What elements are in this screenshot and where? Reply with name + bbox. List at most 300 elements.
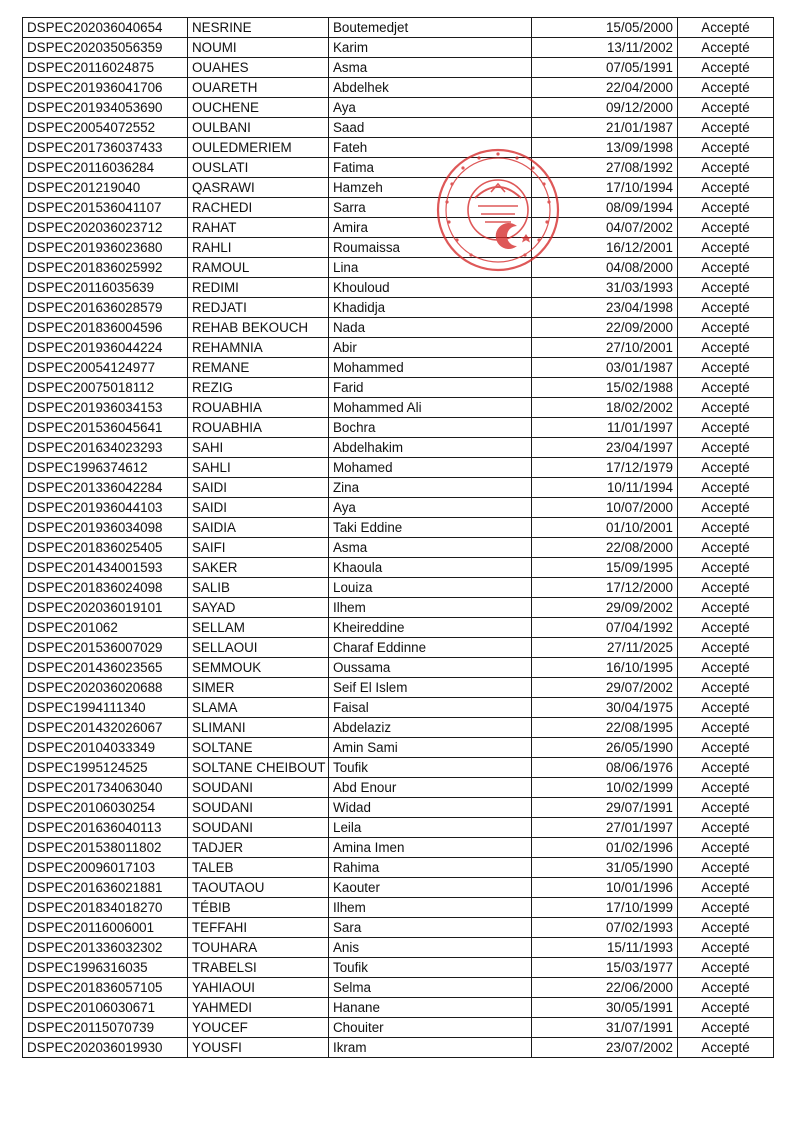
table-row [23,898,774,918]
birth-date-cell: 07/02/1993 [532,918,678,938]
candidate-id-cell: DSPEC202035056359 [23,38,188,58]
birth-date-cell: 08/09/1994 [532,198,678,218]
table-row [23,38,774,58]
birth-date-cell: 10/07/2000 [532,498,678,518]
status-cell: Accepté [678,978,774,998]
first-name-cell: Lina [329,258,532,278]
birth-date-cell: 26/05/1990 [532,738,678,758]
last-name-cell: SEMMOUK [188,658,329,678]
birth-date-cell: 07/05/1991 [532,58,678,78]
last-name-cell: OULEDMERIEM [188,138,329,158]
status-cell: Accepté [678,858,774,878]
candidate-id-cell: DSPEC20054072552 [23,118,188,138]
first-name-cell: Abdelaziz [329,718,532,738]
first-name-cell: Asma [329,58,532,78]
candidate-id-cell: DSPEC1996374612 [23,458,188,478]
candidate-id-cell: DSPEC201538011802 [23,838,188,858]
last-name-cell: REHAB BEKOUCH [188,318,329,338]
first-name-cell: Mohammed Ali [329,398,532,418]
birth-date-cell: 17/12/1979 [532,458,678,478]
first-name-cell: Karim [329,38,532,58]
last-name-cell: TADJER [188,838,329,858]
last-name-cell: REDJATI [188,298,329,318]
birth-date-cell: 17/10/1999 [532,898,678,918]
table-row [23,798,774,818]
last-name-cell: YOUSFI [188,1038,329,1058]
candidate-id-cell: DSPEC202036040654 [23,18,188,38]
status-cell: Accepté [678,58,774,78]
birth-date-cell: 27/10/2001 [532,338,678,358]
table-row [23,998,774,1018]
table-row [23,118,774,138]
table-row [23,978,774,998]
first-name-cell: Oussama [329,658,532,678]
birth-date-cell: 15/05/2000 [532,18,678,38]
last-name-cell: OUSLATI [188,158,329,178]
first-name-cell: Ilhem [329,898,532,918]
table-row [23,138,774,158]
candidate-id-cell: DSPEC201062 [23,618,188,638]
last-name-cell: YAHMEDI [188,998,329,1018]
first-name-cell: Roumaissa [329,238,532,258]
first-name-cell: Widad [329,798,532,818]
status-cell: Accepté [678,718,774,738]
status-cell: Accepté [678,258,774,278]
first-name-cell: Sara [329,918,532,938]
table-row [23,878,774,898]
first-name-cell: Fatima [329,158,532,178]
birth-date-cell: 29/07/1991 [532,798,678,818]
table-row [23,1018,774,1038]
status-cell: Accepté [678,578,774,598]
birth-date-cell: 29/09/2002 [532,598,678,618]
first-name-cell: Toufik [329,958,532,978]
status-cell: Accepté [678,398,774,418]
birth-date-cell: 30/04/1975 [532,698,678,718]
candidate-id-cell: DSPEC201636021881 [23,878,188,898]
last-name-cell: SAHLI [188,458,329,478]
last-name-cell: SELLAOUI [188,638,329,658]
candidate-id-cell: DSPEC20116024875 [23,58,188,78]
last-name-cell: SALIB [188,578,329,598]
table-row [23,818,774,838]
first-name-cell: Hanane [329,998,532,1018]
first-name-cell: Kaouter [329,878,532,898]
last-name-cell: OUCHENE [188,98,329,118]
candidate-id-cell: DSPEC1996316035 [23,958,188,978]
candidate-id-cell: DSPEC20116036284 [23,158,188,178]
birth-date-cell: 22/08/2000 [532,538,678,558]
table-row [23,218,774,238]
birth-date-cell: 08/06/1976 [532,758,678,778]
status-cell: Accepté [678,998,774,1018]
last-name-cell: OULBANI [188,118,329,138]
last-name-cell: ROUABHIA [188,418,329,438]
status-cell: Accepté [678,298,774,318]
status-cell: Accepté [678,198,774,218]
birth-date-cell: 07/04/1992 [532,618,678,638]
first-name-cell: Faisal [329,698,532,718]
first-name-cell: Zina [329,478,532,498]
first-name-cell: Abir [329,338,532,358]
table-row [23,98,774,118]
table-row [23,658,774,678]
last-name-cell: REZIG [188,378,329,398]
candidate-id-cell: DSPEC201836025992 [23,258,188,278]
candidate-id-cell: DSPEC20054124977 [23,358,188,378]
table-row [23,758,774,778]
candidate-id-cell: DSPEC20104033349 [23,738,188,758]
birth-date-cell: 22/06/2000 [532,978,678,998]
birth-date-cell: 03/01/1987 [532,358,678,378]
table-row [23,938,774,958]
candidate-id-cell: DSPEC201536045641 [23,418,188,438]
table-row [23,318,774,338]
birth-date-cell: 16/12/2001 [532,238,678,258]
status-cell: Accepté [678,698,774,718]
status-cell: Accepté [678,878,774,898]
last-name-cell: TAOUTAOU [188,878,329,898]
first-name-cell: Toufik [329,758,532,778]
first-name-cell: Kheireddine [329,618,532,638]
last-name-cell: RAMOUL [188,258,329,278]
first-name-cell: Farid [329,378,532,398]
table-row [23,78,774,98]
candidate-id-cell: DSPEC1995124525 [23,758,188,778]
candidate-id-cell: DSPEC201536041107 [23,198,188,218]
status-cell: Accepté [678,598,774,618]
candidate-id-cell: DSPEC202036020688 [23,678,188,698]
last-name-cell: SOUDANI [188,818,329,838]
status-cell: Accepté [678,138,774,158]
candidate-id-cell: DSPEC201436023565 [23,658,188,678]
birth-date-cell: 17/10/1994 [532,178,678,198]
status-cell: Accepté [678,1038,774,1058]
first-name-cell: Anis [329,938,532,958]
candidate-id-cell: DSPEC201634023293 [23,438,188,458]
table-row [23,418,774,438]
last-name-cell: ROUABHIA [188,398,329,418]
birth-date-cell: 15/11/1993 [532,938,678,958]
first-name-cell: Louiza [329,578,532,598]
candidate-id-cell: DSPEC201836004596 [23,318,188,338]
last-name-cell: TALEB [188,858,329,878]
first-name-cell: Aya [329,98,532,118]
status-cell: Accepté [678,658,774,678]
birth-date-cell: 23/07/2002 [532,1038,678,1058]
last-name-cell: REMANE [188,358,329,378]
last-name-cell: SOLTANE [188,738,329,758]
birth-date-cell: 22/04/2000 [532,78,678,98]
candidate-id-cell: DSPEC201836024098 [23,578,188,598]
first-name-cell: Rahima [329,858,532,878]
first-name-cell: Khadidja [329,298,532,318]
table-row [23,698,774,718]
candidate-id-cell: DSPEC201936044103 [23,498,188,518]
birth-date-cell: 22/09/2000 [532,318,678,338]
candidate-id-cell: DSPEC201836025405 [23,538,188,558]
birth-date-cell: 23/04/1997 [532,438,678,458]
status-cell: Accepté [678,498,774,518]
status-cell: Accepté [678,218,774,238]
status-cell: Accepté [678,438,774,458]
table-row [23,278,774,298]
first-name-cell: Boutemedjet [329,18,532,38]
table-row [23,558,774,578]
last-name-cell: SAKER [188,558,329,578]
birth-date-cell: 15/03/1977 [532,958,678,978]
status-cell: Accepté [678,638,774,658]
birth-date-cell: 09/12/2000 [532,98,678,118]
table-row [23,58,774,78]
last-name-cell: TOUHARA [188,938,329,958]
candidate-id-cell: DSPEC201834018270 [23,898,188,918]
table-row [23,678,774,698]
first-name-cell: Seif El Islem [329,678,532,698]
status-cell: Accepté [678,458,774,478]
table-row [23,378,774,398]
table-row [23,638,774,658]
status-cell: Accepté [678,778,774,798]
table-row [23,738,774,758]
status-cell: Accepté [678,478,774,498]
status-cell: Accepté [678,618,774,638]
first-name-cell: Mohammed [329,358,532,378]
status-cell: Accepté [678,318,774,338]
first-name-cell: Amina Imen [329,838,532,858]
last-name-cell: SLAMA [188,698,329,718]
table-row [23,538,774,558]
first-name-cell: Khaoula [329,558,532,578]
candidate-id-cell: DSPEC20116006001 [23,918,188,938]
status-cell: Accepté [678,338,774,358]
last-name-cell: SAIDI [188,498,329,518]
table-row [23,198,774,218]
candidate-id-cell: DSPEC1994111340 [23,698,188,718]
last-name-cell: RACHEDI [188,198,329,218]
candidate-id-cell: DSPEC201636040113 [23,818,188,838]
first-name-cell: Aya [329,498,532,518]
birth-date-cell: 15/09/1995 [532,558,678,578]
status-cell: Accepté [678,238,774,258]
candidate-id-cell: DSPEC20075018112 [23,378,188,398]
birth-date-cell: 11/01/1997 [532,418,678,438]
status-cell: Accepté [678,178,774,198]
birth-date-cell: 21/01/1987 [532,118,678,138]
birth-date-cell: 15/02/1988 [532,378,678,398]
last-name-cell: SAIFI [188,538,329,558]
first-name-cell: Saad [329,118,532,138]
table-row [23,478,774,498]
first-name-cell: Abdelhakim [329,438,532,458]
table-row [23,718,774,738]
table-row [23,1038,774,1058]
last-name-cell: SOUDANI [188,778,329,798]
first-name-cell: Amin Sami [329,738,532,758]
status-cell: Accepté [678,38,774,58]
birth-date-cell: 17/12/2000 [532,578,678,598]
first-name-cell: Charaf Eddinne [329,638,532,658]
candidate-id-cell: DSPEC20106030671 [23,998,188,1018]
candidate-id-cell: DSPEC202036023712 [23,218,188,238]
table-row [23,958,774,978]
status-cell: Accepté [678,18,774,38]
last-name-cell: QASRAWI [188,178,329,198]
first-name-cell: Abd Enour [329,778,532,798]
birth-date-cell: 04/08/2000 [532,258,678,278]
birth-date-cell: 29/07/2002 [532,678,678,698]
birth-date-cell: 04/07/2002 [532,218,678,238]
candidate-id-cell: DSPEC201934053690 [23,98,188,118]
status-cell: Accepté [678,538,774,558]
table-row [23,498,774,518]
last-name-cell: OUARETH [188,78,329,98]
last-name-cell: TRABELSI [188,958,329,978]
last-name-cell: YAHIAOUI [188,978,329,998]
birth-date-cell: 13/11/2002 [532,38,678,58]
candidate-id-cell: DSPEC201936034153 [23,398,188,418]
table-row [23,838,774,858]
first-name-cell: Taki Eddine [329,518,532,538]
birth-date-cell: 31/07/1991 [532,1018,678,1038]
last-name-cell: REHAMNIA [188,338,329,358]
table-row [23,618,774,638]
last-name-cell: NOUMI [188,38,329,58]
candidate-id-cell: DSPEC201736037433 [23,138,188,158]
status-cell: Accepté [678,738,774,758]
candidate-id-cell: DSPEC20106030254 [23,798,188,818]
birth-date-cell: 22/08/1995 [532,718,678,738]
table-row [23,238,774,258]
birth-date-cell: 31/03/1993 [532,278,678,298]
birth-date-cell: 27/01/1997 [532,818,678,838]
status-cell: Accepté [678,818,774,838]
candidate-id-cell: DSPEC201636028579 [23,298,188,318]
status-cell: Accepté [678,278,774,298]
first-name-cell: Nada [329,318,532,338]
last-name-cell: RAHAT [188,218,329,238]
table-row [23,298,774,318]
table-body [23,18,774,1058]
status-cell: Accepté [678,958,774,978]
last-name-cell: TEFFAHI [188,918,329,938]
last-name-cell: SLIMANI [188,718,329,738]
table-row [23,858,774,878]
status-cell: Accepté [678,898,774,918]
first-name-cell: Hamzeh [329,178,532,198]
birth-date-cell: 31/05/1990 [532,858,678,878]
candidates-table [22,17,774,1058]
first-name-cell: Fateh [329,138,532,158]
last-name-cell: YOUCEF [188,1018,329,1038]
table-row [23,398,774,418]
first-name-cell: Mohamed [329,458,532,478]
birth-date-cell: 23/04/1998 [532,298,678,318]
last-name-cell: SOLTANE CHEIBOUT [188,758,329,778]
table-row [23,158,774,178]
candidate-id-cell: DSPEC201336042284 [23,478,188,498]
status-cell: Accepté [678,418,774,438]
status-cell: Accepté [678,558,774,578]
last-name-cell: SAIDIA [188,518,329,538]
status-cell: Accepté [678,358,774,378]
status-cell: Accepté [678,158,774,178]
birth-date-cell: 30/05/1991 [532,998,678,1018]
first-name-cell: Sarra [329,198,532,218]
last-name-cell: SAIDI [188,478,329,498]
last-name-cell: REDIMI [188,278,329,298]
status-cell: Accepté [678,918,774,938]
birth-date-cell: 13/09/1998 [532,138,678,158]
birth-date-cell: 27/08/1992 [532,158,678,178]
birth-date-cell: 01/10/2001 [532,518,678,538]
status-cell: Accepté [678,1018,774,1038]
last-name-cell: SELLAM [188,618,329,638]
status-cell: Accepté [678,118,774,138]
candidate-id-cell: DSPEC20116035639 [23,278,188,298]
status-cell: Accepté [678,798,774,818]
first-name-cell: Selma [329,978,532,998]
last-name-cell: SOUDANI [188,798,329,818]
table-row [23,578,774,598]
last-name-cell: NESRINE [188,18,329,38]
candidate-id-cell: DSPEC202036019930 [23,1038,188,1058]
status-cell: Accepté [678,78,774,98]
candidate-id-cell: DSPEC20115070739 [23,1018,188,1038]
candidate-id-cell: DSPEC201432026067 [23,718,188,738]
table-row [23,358,774,378]
last-name-cell: SAYAD [188,598,329,618]
first-name-cell: Amira [329,218,532,238]
birth-date-cell: 16/10/1995 [532,658,678,678]
birth-date-cell: 10/11/1994 [532,478,678,498]
first-name-cell: Bochra [329,418,532,438]
candidate-id-cell: DSPEC201936044224 [23,338,188,358]
candidate-id-cell: DSPEC201936023680 [23,238,188,258]
last-name-cell: TÉBIB [188,898,329,918]
status-cell: Accepté [678,758,774,778]
last-name-cell: RAHLI [188,238,329,258]
candidate-id-cell: DSPEC20096017103 [23,858,188,878]
status-cell: Accepté [678,98,774,118]
status-cell: Accepté [678,838,774,858]
table-row [23,18,774,38]
candidate-id-cell: DSPEC201219040 [23,178,188,198]
first-name-cell: Khouloud [329,278,532,298]
candidate-id-cell: DSPEC201936034098 [23,518,188,538]
status-cell: Accepté [678,678,774,698]
status-cell: Accepté [678,938,774,958]
last-name-cell: SAHI [188,438,329,458]
birth-date-cell: 10/02/1999 [532,778,678,798]
first-name-cell: Chouiter [329,1018,532,1038]
table-row [23,518,774,538]
first-name-cell: Asma [329,538,532,558]
birth-date-cell: 10/01/1996 [532,878,678,898]
table-row [23,778,774,798]
table-row [23,338,774,358]
first-name-cell: Leila [329,818,532,838]
birth-date-cell: 18/02/2002 [532,398,678,418]
candidate-id-cell: DSPEC201336032302 [23,938,188,958]
candidate-id-cell: DSPEC201936041706 [23,78,188,98]
status-cell: Accepté [678,378,774,398]
table-row [23,458,774,478]
first-name-cell: Ikram [329,1038,532,1058]
last-name-cell: OUAHES [188,58,329,78]
candidate-id-cell: DSPEC201734063040 [23,778,188,798]
table-row [23,918,774,938]
